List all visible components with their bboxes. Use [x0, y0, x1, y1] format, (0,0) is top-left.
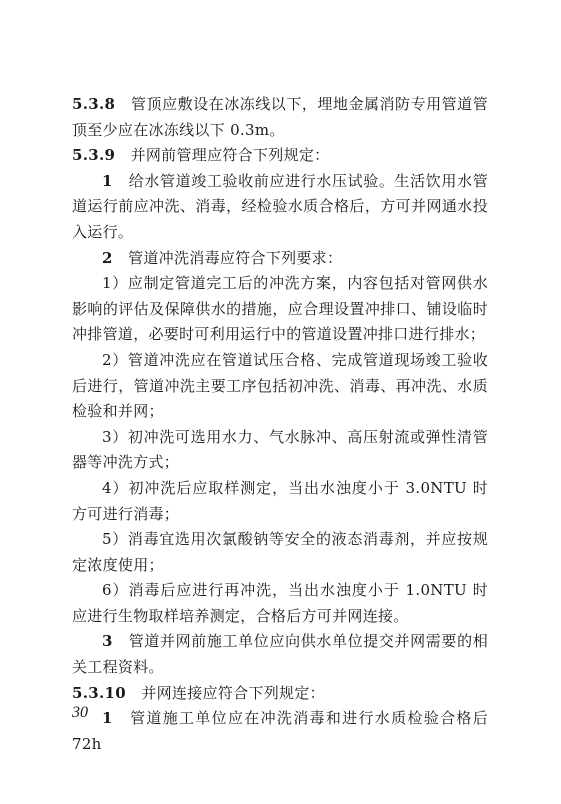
body-text — [72, 92, 488, 757]
item-text: 管道施工单位应在冲洗消毒和进行水质检验合格后 72h — [72, 709, 488, 753]
clause-number: 5.3.9 — [72, 146, 116, 165]
item-1-last — [72, 706, 488, 757]
item-text: 管道冲洗消毒应符合下列要求： — [128, 248, 343, 267]
subitem-3: 3）初冲洗可选用水力、气水脉冲、高压射流或弹性清管器等冲洗方式； — [72, 427, 488, 472]
page-number: 30 — [72, 704, 88, 721]
clause-text: 管顶应敷设在冰冻线以下，埋地金属消防专用管道管顶至少应在冰冻线以下 0.3m。 — [72, 95, 488, 139]
item-2 — [72, 246, 488, 272]
item-1 — [72, 169, 488, 246]
item-number: 2 — [102, 248, 113, 267]
item-number: 1 — [102, 171, 113, 190]
item-number: 3 — [102, 632, 113, 651]
item-text: 给水管道竣工验收前应进行水压试验。生活饮用水管道运行前应冲洗、消毒，经检验水质合格后，方可并网通水投入运行。 — [72, 171, 488, 241]
subitem-1: 1）应制定管道完工后的冲洗方案，内容包括对管网供水影响的评估及保障供水的措施，应合理设置冲排口、铺设临时冲排管道，必要时可利用运行中的管道设置冲排口进行排水； — [72, 274, 488, 344]
clause-number: 5.3.8 — [72, 95, 116, 113]
clause-5-3-10 — [72, 681, 488, 707]
subitem-2: 2）管道冲洗应在管道试压合格、完成管道现场竣工验收后进行，管道冲洗主要工序包括初冲洗、消毒、再冲洗、水质检验和并网； — [72, 350, 488, 421]
clause-number: 5.3.10 — [72, 683, 126, 702]
clause-text: 并网连接应符合下列规定： — [141, 683, 325, 702]
item-number: 1 — [102, 709, 113, 728]
subitem-5: 5）消毒宜选用次氯酸钠等安全的液态消毒剂，并应按规定浓度使用； — [72, 530, 488, 574]
item-text: 管道并网前施工单位应向供水单位提交并网需要的相关工程资料。 — [72, 632, 488, 677]
item-3 — [72, 629, 488, 680]
clause-text: 并网前管理应符合下列规定： — [130, 146, 330, 165]
subitem-4: 4）初冲洗后应取样测定，当出水浊度小于 3.0NTU 时方可进行消毒； — [72, 478, 488, 523]
clause-5-3-8 — [72, 92, 488, 143]
subitem-6: 6）消毒后应进行再冲洗，当出水浊度小于 1.0NTU 时应进行生物取样培养测定，合格后方可并网连接。 — [72, 581, 488, 625]
clause-5-3-9 — [72, 143, 488, 169]
